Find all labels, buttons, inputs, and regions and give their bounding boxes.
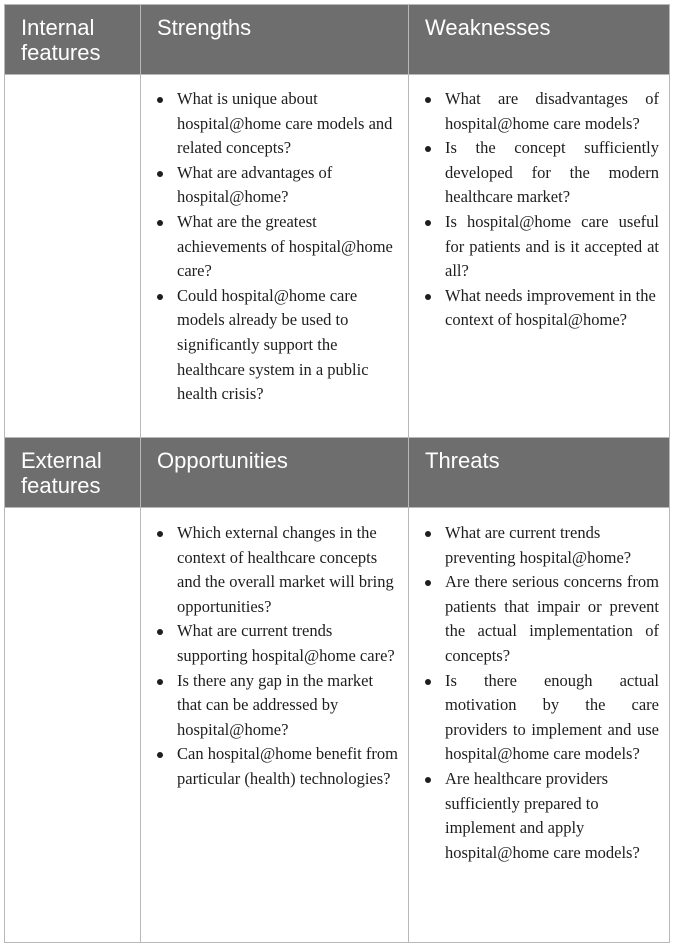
opportunities-list <box>141 521 398 792</box>
internal-empty-cell <box>5 75 141 438</box>
threat-item: Are there serious concerns from patients that impair or prevent the actual implementation of concepts? <box>409 570 659 668</box>
external-empty-cell <box>5 508 141 943</box>
internal-header-row <box>5 5 670 75</box>
opportunities-cell <box>141 508 409 943</box>
strength-item: What is unique about hospital@home care models and related concepts? <box>141 87 398 161</box>
threats-header: Threats <box>409 438 670 508</box>
threat-item: Are healthcare providers sufficiently prepared to implement and apply hospital@home care models? <box>409 767 659 865</box>
internal-body-row <box>5 75 670 438</box>
external-body-row <box>5 508 670 943</box>
strength-item: What are the greatest achievements of hospital@home care? <box>141 210 398 284</box>
threats-list <box>409 521 659 865</box>
strengths-list <box>141 87 398 407</box>
weakness-item: What needs improvement in the context of hospital@home? <box>409 284 659 333</box>
weaknesses-cell <box>409 75 670 438</box>
opportunity-item: Can hospital@home benefit from particular (health) technologies? <box>141 742 398 791</box>
strengths-cell <box>141 75 409 438</box>
weakness-item: What are disadvantages of hospital@home care models? <box>409 87 659 136</box>
opportunity-item: Is there any gap in the market that can be addressed by hospital@home? <box>141 669 398 743</box>
opportunity-item: What are current trends supporting hospital@home care? <box>141 619 398 668</box>
threat-item: What are current trends preventing hospital@home? <box>409 521 659 570</box>
strength-item: Could hospital@home care models already be used to significantly support the healthcare system in a public health crisis? <box>141 284 398 407</box>
external-header-row <box>5 438 670 508</box>
opportunity-item: Which external changes in the context of healthcare concepts and the overall market will bring opportunities? <box>141 521 398 619</box>
strength-item: What are advantages of hospital@home? <box>141 161 398 210</box>
external-features-label: External features <box>5 438 141 508</box>
weaknesses-header: Weaknesses <box>409 5 670 75</box>
opportunities-header: Opportunities <box>141 438 409 508</box>
weaknesses-list <box>409 87 659 333</box>
strengths-header: Strengths <box>141 5 409 75</box>
weakness-item: Is the concept sufficiently developed for the modern healthcare market? <box>409 136 659 210</box>
threats-cell <box>409 508 670 943</box>
weakness-item: Is hospital@home care useful for patients and is it accepted at all? <box>409 210 659 284</box>
swot-table <box>4 4 670 943</box>
threat-item: Is there enough actual motivation by the care providers to implement and use hospital@home care models? <box>409 669 659 767</box>
internal-features-label: Internal features <box>5 5 141 75</box>
